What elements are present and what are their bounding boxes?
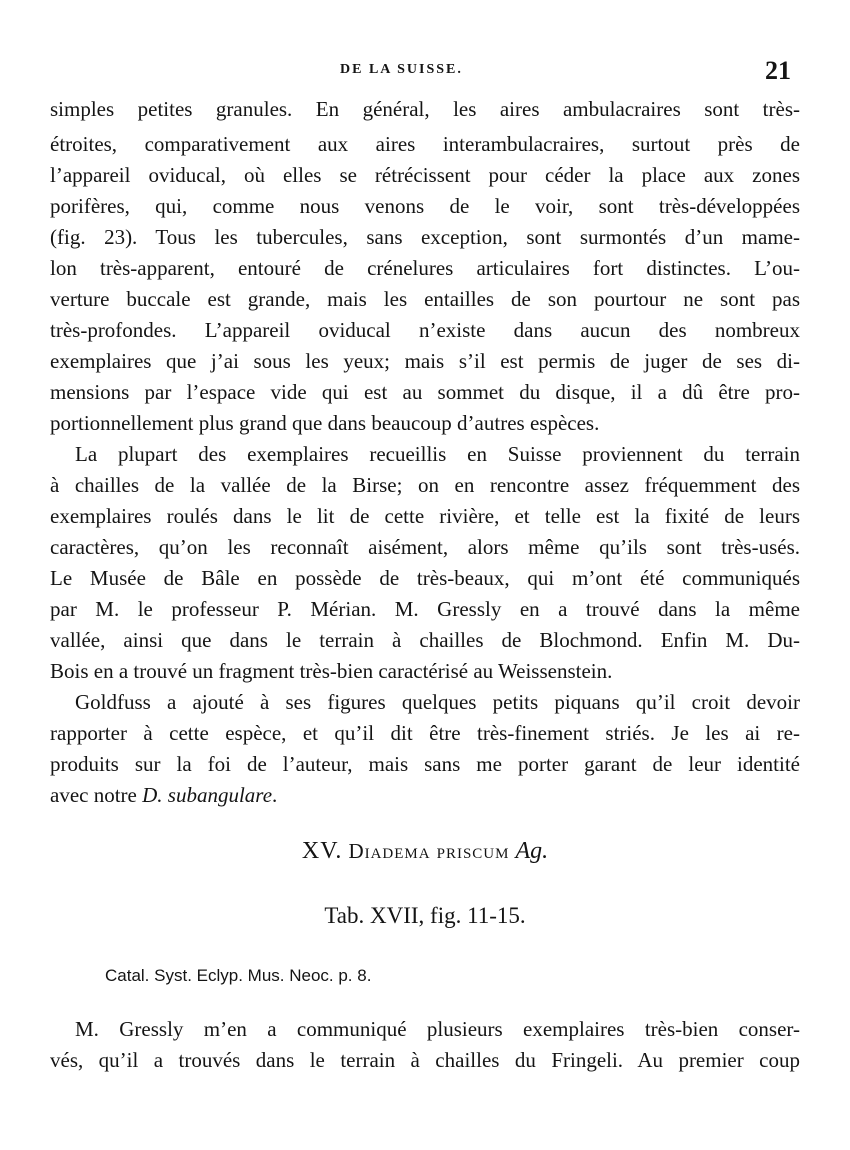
text-line: exemplaires que j’ai sous les yeux; mais s’il est permis de juger de ses di- bbox=[50, 349, 800, 373]
text-line: par M. le professeur P. Mérian. M. Gressly en a trouvé dans la même bbox=[50, 597, 800, 621]
species-number: XV. bbox=[301, 838, 343, 864]
genus-name: Diadema bbox=[348, 839, 431, 863]
text-line: exemplaires roulés dans le lit de cette rivière, et telle est la fixité de leurs bbox=[50, 504, 800, 528]
text-line: caractères, qu’on les reconnaît aisément, alors même qu’ils sont très-usés. bbox=[50, 535, 800, 559]
text-line: verture buccale est grande, mais les entailles de son pourtour ne sont pas bbox=[50, 287, 800, 311]
text-line: étroites, comparativement aux aires interambulacraires, surtout près de bbox=[50, 132, 800, 156]
text-span: avec notre bbox=[50, 783, 143, 807]
text-line: vés, qu’il a trouvés dans le terrain à chailles du Fringeli. Au premier coup bbox=[50, 1048, 800, 1072]
text-line: vallée, ainsi que dans le terrain à chailles de Blochmond. Enfin M. Du- bbox=[50, 628, 800, 652]
text-line: très-profondes. L’appareil oviducal n’existe dans aucun des nombreux bbox=[50, 318, 800, 342]
catalog-reference: Catal. Syst. Eclyp. Mus. Neoc. p. 8. bbox=[105, 966, 372, 985]
text-line: (fig. 23). Tous les tubercules, sans exception, sont surmontés d’un mame- bbox=[50, 225, 800, 249]
text-line: Le Musée de Bâle en possède de très-beaux, qui m’ont été communiqués bbox=[50, 566, 800, 590]
text-line bbox=[50, 780, 800, 810]
page-number: 21 bbox=[765, 56, 791, 85]
text-line: La plupart des exemplaires recueillis en Suisse proviennent du terrain bbox=[75, 442, 800, 466]
text-span: . bbox=[272, 783, 278, 807]
species-heading bbox=[0, 838, 850, 865]
text-line: l’appareil oviducal, où elles se rétrécissent pour céder la place aux zones bbox=[50, 163, 800, 187]
text-line: lon très-apparent, entouré de crénelures articulaires fort distinctes. L’ou- bbox=[50, 256, 800, 280]
species-author: Ag. bbox=[515, 838, 549, 864]
text-line: portionnellement plus grand que dans beaucoup d’autres espèces. bbox=[50, 411, 600, 435]
text-line: simples petites granules. En général, les aires ambulacraires sont très- bbox=[50, 97, 800, 121]
text-line: Bois en a trouvé un fragment très-bien caractérisé au Weissenstein. bbox=[50, 659, 613, 683]
text-line: Goldfuss a ajouté à ses figures quelques petits piquans qu’il croit devoir bbox=[75, 690, 800, 714]
text-line: M. Gressly m’en a communiqué plusieurs exemplaires très-bien conser- bbox=[75, 1017, 800, 1041]
text-line: produits sur la foi de l’auteur, mais sans me porter garant de leur identité bbox=[50, 752, 800, 776]
text-line: mensions par l’espace vide qui est au sommet du disque, il a dû être pro- bbox=[50, 380, 800, 404]
text-line: à chailles de la vallée de la Birse; on en rencontre assez fréquemment des bbox=[50, 473, 800, 497]
taxon-name: D. subangulare bbox=[142, 783, 273, 807]
plate-reference: Tab. XVII, fig. 11-15. bbox=[324, 903, 526, 928]
species-epithet: priscum bbox=[436, 839, 510, 863]
running-head: DE LA SUISSE. bbox=[340, 62, 463, 77]
text-line: rapporter à cette espèce, et qu’il dit être très-finement striés. Je les ai re- bbox=[50, 721, 800, 745]
text-line: porifères, qui, comme nous venons de le voir, sont très-développées bbox=[50, 194, 800, 218]
